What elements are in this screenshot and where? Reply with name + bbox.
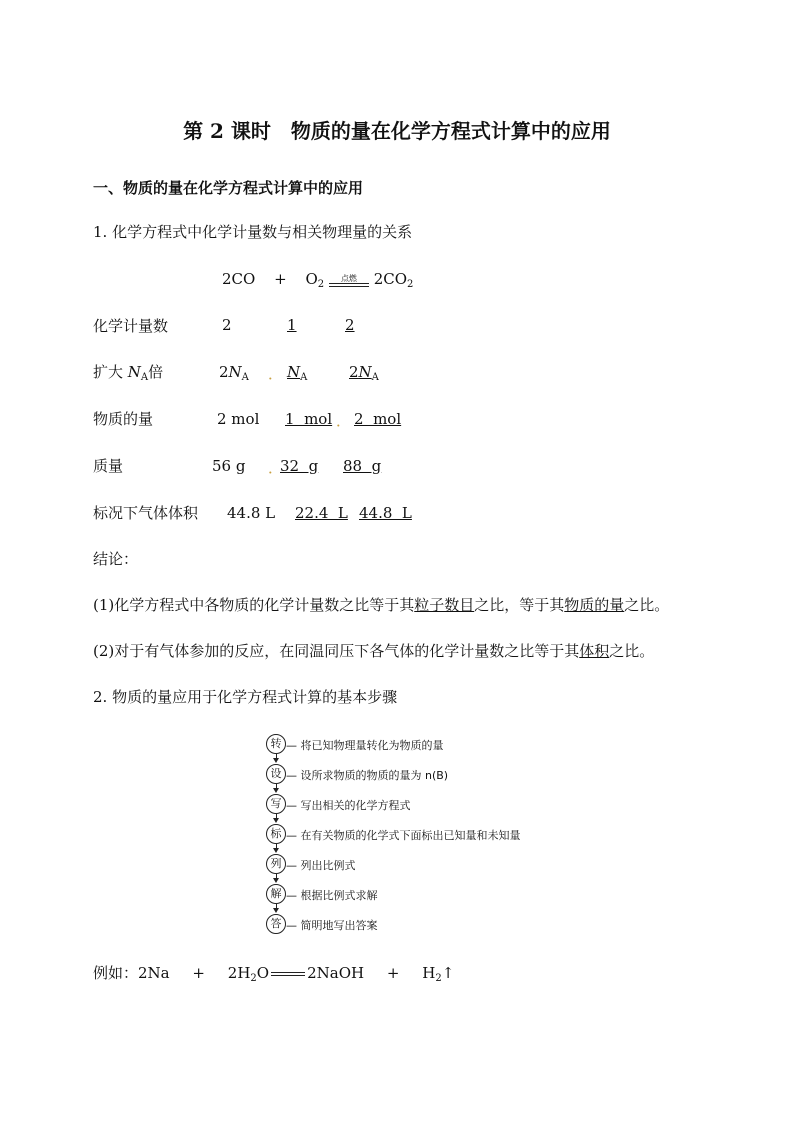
arrow-down-icon: [273, 908, 279, 913]
row-label-coeff: 化学计量数: [93, 317, 169, 335]
eq-o2: O: [305, 270, 318, 288]
row-mass-v2: 32 g: [280, 457, 319, 475]
sub: A: [300, 372, 308, 383]
step-circle: 写: [266, 794, 286, 814]
row-na-v3: [349, 363, 379, 383]
row-mol-v2: 1 mol: [285, 410, 333, 428]
h2: H: [422, 964, 436, 982]
row-mol-v1: 2 mol: [217, 410, 260, 428]
equation: [222, 270, 413, 290]
step-circle: 答: [266, 914, 286, 934]
step-circle: 标: [266, 824, 286, 844]
steps-diagram: [266, 734, 566, 939]
step-text: 简明地写出答案: [300, 919, 378, 932]
row-na-v2: [287, 363, 307, 383]
label-post: 倍: [148, 363, 164, 381]
step-dash: —: [286, 829, 301, 842]
equals-sign: [271, 972, 305, 976]
label-var: N: [127, 363, 141, 381]
step-dash: —: [286, 769, 301, 782]
label-pre: 扩大: [93, 363, 128, 381]
arrow-down-icon: [273, 758, 279, 763]
row-label-volume: 标况下气体体积: [93, 504, 199, 522]
page-title: 第 2 课时 物质的量在化学方程式计算中的应用: [183, 119, 611, 143]
double-line: [329, 283, 369, 287]
eq-lhs1: 2CO: [222, 270, 256, 288]
step-description: [286, 767, 448, 783]
eq-rhs: 2CO: [373, 270, 408, 288]
eq-plus: +: [274, 270, 287, 288]
step-dash: —: [286, 889, 301, 902]
eq-rhs-sub: 2: [407, 279, 414, 290]
conclusion-label: 结论：: [93, 550, 139, 568]
row-mol-v3: 2 mol: [354, 410, 402, 428]
text: 之比。: [624, 596, 670, 614]
step-circle: 列: [266, 854, 286, 874]
sub: 2: [435, 973, 442, 984]
item1-heading: 1. 化学方程式中化学计量数与相关物理量的关系: [93, 223, 413, 241]
step-dash: —: [286, 739, 301, 752]
step-description: [286, 917, 378, 933]
h2o: 2H: [227, 964, 251, 982]
var: N: [358, 363, 372, 381]
naoh: 2NaOH: [307, 964, 365, 982]
step-text: 在有关物质的化学式下面标出已知量和未知量: [300, 829, 521, 842]
var: N: [228, 363, 242, 381]
step-text: 写出相关的化学方程式: [300, 799, 411, 812]
row-vol-v2: 22.4 L: [295, 504, 348, 522]
step-description: [286, 737, 444, 753]
row-coeff-v2: 1: [287, 316, 297, 334]
sub: 2: [250, 973, 257, 984]
row-label-mass: 质量: [93, 457, 124, 475]
arrow-down-icon: [273, 818, 279, 823]
row-coeff-v1: 2: [222, 316, 232, 334]
arrow-down-icon: [273, 848, 279, 853]
step-text: 列出比例式: [300, 859, 356, 872]
o: O: [256, 964, 270, 982]
blank-dot: ．: [268, 459, 284, 477]
step-circle: 转: [266, 734, 286, 754]
step-circle: 解: [266, 884, 286, 904]
sub: A: [241, 372, 249, 383]
answer: 物质的量: [564, 596, 625, 614]
text: (2)对于有气体参加的反应，在同温同压下各气体的化学计量数之比等于其: [93, 642, 580, 660]
text: 之比。: [609, 642, 655, 660]
plus: +: [386, 964, 400, 982]
step-text: 将已知物理量转化为物质的量: [300, 739, 444, 752]
step-text: 设所求物质的物质的量为 n(B): [300, 769, 449, 782]
step-dash: —: [286, 799, 301, 812]
step-description: [286, 887, 378, 903]
sub: A: [371, 372, 379, 383]
answer: 体积: [579, 642, 610, 660]
step-dash: —: [286, 919, 301, 932]
coef: 2: [349, 363, 359, 381]
step-description: [286, 827, 521, 843]
label-sub: A: [140, 372, 149, 383]
conclusion-2: [93, 640, 654, 661]
blank-dot: ．: [336, 412, 352, 430]
example-line: [93, 962, 454, 984]
arrow-down-icon: [273, 878, 279, 883]
eq-condition: [329, 274, 369, 287]
conclusion-1: [93, 594, 669, 615]
var: N: [287, 363, 301, 381]
example-label: 例如：: [93, 964, 139, 982]
plus: +: [192, 964, 205, 982]
text: 之比，等于其: [474, 596, 565, 614]
arrow-down-icon: [273, 788, 279, 793]
step-circle: 设: [266, 764, 286, 784]
row-coeff-v3: 2: [345, 316, 355, 334]
item2-heading: 2. 物质的量应用于化学方程式计算的基本步骤: [93, 688, 398, 706]
step-dash: —: [286, 859, 301, 872]
row-label-mol: 物质的量: [93, 410, 154, 428]
step-description: [286, 857, 356, 873]
blank-dot: ．: [268, 365, 284, 383]
up-arrow-icon: ↑: [441, 964, 455, 982]
eq-o2-sub: 2: [317, 279, 325, 290]
row-mass-v3: 88 g: [343, 457, 382, 475]
step-description: [286, 797, 411, 813]
text: (1)化学方程式中各物质的化学计量数之比等于其: [93, 596, 415, 614]
step-text: 根据比例式求解: [300, 889, 378, 902]
coef: 2: [219, 363, 229, 381]
na: 2Na: [138, 964, 170, 982]
row-vol-v3: 44.8 L: [359, 504, 412, 522]
row-na-v1: [219, 363, 249, 383]
row-vol-v1: 44.8 L: [227, 504, 276, 522]
answer: 粒子数目: [414, 596, 475, 614]
row-label-na: [93, 361, 163, 383]
condition-label: 点燃: [340, 273, 357, 283]
section-heading: 一、物质的量在化学方程式计算中的应用: [93, 179, 364, 197]
row-mass-v1: 56 g: [212, 457, 246, 475]
